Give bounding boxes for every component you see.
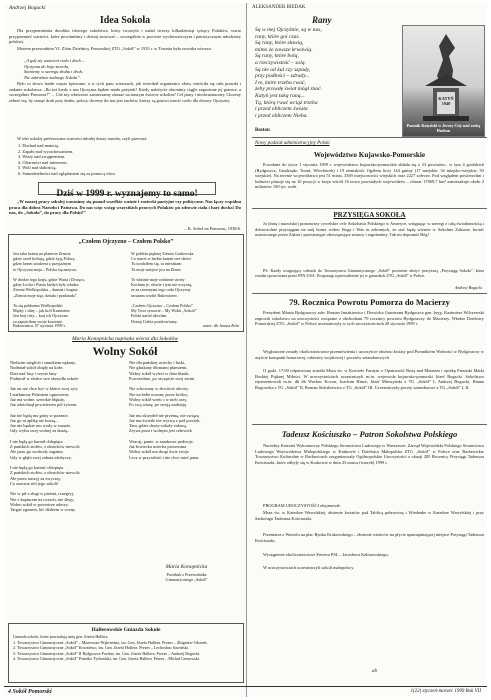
poem-text: Są w mej Ojczyźnie, są w nas, rany, które goi czas. Są rany, które sławią, mimo że zawsze krwawią. Są rany, które bolą, a rzeczywistość – solą. Są nie od kul czy szpady, przy podłości – zdrady... I te, które trzeba rwać, żeby prawdę świat mógł znać. Katyń jest taką raną... Tą, którą rwać wciąż trzeba i przed obliczem świata i przed obliczem Nieba. — [255, 27, 322, 119]
photo-caption: Pomnik Katyński w Jersey City nad rzeką Hudson — [406, 122, 481, 133]
monument-photo — [402, 25, 485, 137]
list-item: 5. Woli nad słabością, — [18, 165, 57, 170]
footer-left: 4 Sokół Pomorski — [8, 689, 52, 695]
article-title: 79. Rocznica Powrotu Pomorza do Macierzy — [289, 297, 450, 307]
left-column — [4, 3, 247, 697]
info-box-lead: Gniazda sokole, które powiadają imię gen. Józefa Hallera — [13, 634, 108, 639]
info-box-item: 3. Towarzystwo Gimnastyczne „Sokół” II Bydgoszcz-Fordon, im. Gen. Józefa Hallera. Prezes – Andrzej Bogucki. — [13, 650, 201, 656]
poem-byline: Maria Konopnicka napisała wiersz dla Sokołów — [72, 336, 178, 342]
article-title: Idea Sokoła — [99, 15, 151, 26]
byline: ALEKSANDER BIEDAK — [252, 5, 306, 10]
byline: Andrzej Bogucki — [9, 5, 46, 11]
article-note: PS. Każdy wstępujący członek do Towarzystwa Gimnastycznego „Sokół” powinien złożyć powyższą „Przysięgę Sokoła”, która została opracowana przez PFA-USA. Proponuję wprowadzenie jej w gniazdach ZTG „Sokół” w Polsce. — [255, 268, 484, 279]
info-box — [8, 623, 244, 683]
article-body: Powołane do życia 1 stycznia 1999 r. województwo kujawsko-pomorskie składa się z 23 powiatów– w tym 4 grodzkich (Bydgoszcz, Grudziądz, Toruń, Włocławek) i 19 ziemskich. Ogółem liczy 144 gminy (17 miejskie, 34 miejsko-wiejskie, 93 wiejskie). Na terenie województwa jest 51 miast, 3569 miejscowości wiejskich oraz 2227 sołectw. Pod względem powierzchni i ludności plasuje się na 10 pozycji w kraju wśród 16 nowo powstałych województw – obszar 17969,7 km² zamieszkuje około 2 milionów 100 tys. osób. — [255, 162, 484, 189]
poem-date: Bukowinica, 07 stycznia 1999 r. — [13, 323, 66, 328]
info-box-title: Hallerowskie Gniazda Sokołe — [91, 627, 161, 633]
article-title: PRZYSIĘGA SOKOŁA — [333, 211, 406, 219]
info-box-item: 1. Towarzystwo Gimnastyczne „Sokół” – Mazowsze-Wąbrzeźno, im. Gen. Józefa Hallera. Prezes – Zbigniew Okonek. — [13, 640, 208, 646]
monument-inscription: KATYŃ 1940 — [438, 96, 454, 106]
article-paragraph: PROGRAM UROCZYSTOŚCI obejmował: — [263, 503, 341, 508]
article-paragraph: W uroczystościach uczestniczyli sokoli małopolscy. — [263, 565, 355, 570]
list-item: 3. Wiary nad zwątpieniem. — [18, 154, 66, 159]
poem-column: Jest taka kraina na planecie Ziemia gdzie orzeł królują, gdzie żyją Polacy, gdzie lasem urodzeni o przyjaźnym to Ojczyzna moja – Polska się nazywa. W drodze tego kraju, gdzie Warta i Drwęca, gdzie Lecha i Piasta kiedyś były władza Ziemia Wielkopolska – dumna i bogata „Ziemia moje sięa, dziada i pradziada”. Tu się pokłonim Wielkopolski Mądry i silny – jak król Kazimierz Jest kiej róży – kraj ich Ojczyzna za zapuścilem swoje korzenie. — [13, 251, 85, 324]
article-paragraph: Przemarsz z Wawelu na plac Rynku Krakowskiego – złożenie wieńców na płycie upamiętniającej miejsce Przysięgi Tadeusza Kościuszki, — [255, 532, 484, 543]
article-body: Ja (imię i nazwisko) poznawszy cywelskie cele Sokolstwa Polskiego w Ameryce, wstępując w szeregi z całą świadomością i dobrowolnie przysięgam na mój honor wobec Boga i Was tu zebranych, że stać będę wiernie w Sokolnie Zakonie, bronić ustawionego przez Zakon i przestrzegać obowiązujące ustawy i regulaminy. Tak mi dopomóż Bóg! — [255, 221, 484, 237]
info-box-item: 4. Towarzystwo Gimnastyczne „Sokół” Pomóko Tyrhaniski, im. Gen. Józefa Hallera. Prezes – Michał Grenowski. — [13, 655, 200, 661]
divider — [252, 137, 487, 138]
poem-signature-role: Przedruk z Przewodnika Gimnastycznego „Sokół” — [165, 572, 208, 583]
poem-signature: Maria Konopnicka — [165, 564, 208, 570]
list-item: 4. Ofiarności nad interesem. — [18, 159, 68, 165]
poem-column: W pobliżu pięknej Ziemia Grabowska Co nawet w herbie kamni swe dzieci Tu urodziłem się, tu mieszkam Tu moje miejsce jest na Ziemi. To właśnie moje rodzinne strony Kocham je, słowie i tym nie oczyszę, że za rzezanymi tego rodu Ojczyzny uważam wiośle Bukowiniec. „Czołem Ojczyzno – Czołem Polsko” My Twoi synowie – My Wolni „Sokoli” Polski naród ukochan Dziaaj Ciebie pozdrowiamy. — [131, 251, 197, 324]
list-item: 6. Samodzielności nad oglądaniem się za pomocą obca. — [18, 170, 116, 176]
article-paragraph: W idei sokolej preferowano wartości młodej duszy narodu, czyli przeważ: — [17, 136, 148, 141]
footer-right: 1(22) styczeń-marzec 1999 Rok VII — [410, 689, 481, 694]
article-paragraph: Msza św. w Katedrze Wawelskiej, złożenie kwiatów pod Tablicą pobrowiną i Wiedenke w Katedrze Wawelskiej i przy Sarkofagu Tadeusza Kościuszki, — [255, 510, 484, 521]
info-box-item: 2. Towarzystwo Gimnastyczne „Sokół” Kowalewo, im. Gen. Józefa Hallera. Prezes – Lechosław Sawiński. — [13, 645, 189, 651]
divider — [252, 208, 487, 209]
article-title: Województwo Kujawsko-Pomorskie — [313, 151, 426, 159]
poem-place: Boston — [255, 128, 270, 133]
article-paragraph: Mottem przewodnim VI. Zlotu Dzielnicy Pomorskiej ZTG „Sokół” w 1933 r. w Toruniu była zwrotka wiersza: — [17, 46, 212, 51]
poem-author: autor: dh Janusz Rola — [202, 323, 239, 328]
quote-text: „W naszej pracy sokolej wznosimy się ponad wszelkie waśnie i rozterki partyjne czy polityczne. Nas łączy wspólna praca dla dobra Narodu i Państwa. Do nas więc wstęp wszystkich prawych Polaków po zdrowie ciała i hart ducha! Do nas, do „Sokoła”, do pracy dla Polski!” — [9, 199, 241, 215]
article-poem: „A gdy się wzmocni ciało i duch – Ojczyzna do boju zawoła, Staniemy w szeregu druhu i druh, Nie zabraknie żadnego Sokoła”. — [24, 58, 85, 80]
article-paragraph: Prezydent Miasta Bydgoszczy adw. Roman Jasiakiewicz i Dowódca Garnizonu Bydgoszcz gen. bryg. Kazimierz Wilczewski zaprosili sokolstwo na uroczystości związane z obchodami 79 rocznicy powrotu Bydgoszczy do Macierzy. Władze Dzielnicy Pomorskiej ZTG „Sokół” w Polsce uczestniczyły w tych uroczystościach 20 stycznia 1999 r. — [255, 310, 484, 326]
poem-title: Wolny Sokół — [92, 344, 158, 358]
list-item: 2. Zapału nad wyrachowaniem. — [18, 148, 74, 154]
article-intro: Dla przypomnienia dorobku idowego sokolstwa, który tworzyło i nadal tworzy kilkadziesiąt tysięcy Polaków, warto przypomnieć wartości, które powinniśmy i dzisiaj stosować – szczególnie w procesie wychowawczym i patriotycznym młodzieży polskiej. — [9, 28, 241, 44]
poem-box — [8, 234, 244, 332]
article-paragraph: Było to słowo harde często śpiewane, a w tych paru wierszach, jak twierdził organizator złotu, mieściła się cała prawda i zadanie sokolstwa. „Bo też kiedy z nas Ojczyzna będzie miała pożytek? Kiedy należycie obronimy ciągle zagrożone jej granice, a szczególnie Pomorza?” ... Cóż my właściwie zamierzamy okazać na naszym świecie sokolim? Cel jasny i niedwuznaczny. Chcemy zebrać się, by stanąć druh przy druhu, polscy chcemy ilu nas jest zuchów, którzy są gotowi stawić czoło dla obrony Ojczyzny. — [9, 81, 241, 103]
poem-title: Rany — [312, 15, 332, 25]
article-paragraph: Naczelny Komitet Wykonawczy Polskiego Stronnictwa Ludowego w Warszawie, Zarząd Wojewódzki Polskiego Stronnictwa Ludowego Województwa Małopolskiego w Krakowie i Dzielnica Małopolska ZTG „Sokół” w Polsce oraz Racławickie Towarzystwo Kulturalne w Racławicach zorganizowały Ogólnopolskie Uroczystości z okazji 205 Rocznicy Przysięgi Tadeusza Kościuszki, które odbyły się w Krakowie w dniu 23 marca (wtorek) 1999 r. — [255, 443, 484, 465]
poem-column: Nieboim nieglich i smutkiem nękany, Nodmiał sokół obięły na kołe; Dziś nad lasy i czyste lany Podnosił w słońce swe skrzydła sokole Już on nie chce być w klatce swej syty I stathmony Pelantem ognowiem; Już ma wolne, szerokie błękity, Już odetchnął powietrzem pól żywem. Już nie będą mu graty w pozanie, Już go ni aplikę nie kuszą... Już nie będzie mu wody w zarazie, Gdy wylsa swej wolnej za duszę... I nie będą go karmił chłopięta Z pańskich stołów, z okruchów niewoli; Ale pszu go swobody zaganta, Gdy w głębi swej zabaia zdobyczy. I nie będą go karmić chłopięta Z pańskich stołów, z okruchów niewoli; Ale przez naszyj za zwyczaj, Co uzacnia ród jego sokoli! Nie w pił z sługi w pieśmi, rzuzgryj, Nie z kapturem na oczach, nie śleęy, Wolno sokół w powietrze uderzy, Targać zgonem, bić dźdżem w oceny. — [10, 360, 81, 512]
page-footer — [4, 686, 487, 697]
values-list — [18, 143, 116, 176]
headline: Dziś w 1999 r. wyznajemy to samo! — [56, 189, 198, 199]
article-paragraph: Wygłoszone zostały okolicznościowe przemówienia i uroczyście złożono kwiaty pod Pomnikiem Wolności w Bydgoszczy w asyście kompanii honorowej, orkiestry wojskowej i pocztów sztandarowych. — [255, 349, 484, 360]
right-column — [252, 3, 487, 697]
article-title: Tadeusz Kościuszko – Patron Sokolstwa Polskiego — [281, 429, 458, 439]
divider — [252, 293, 487, 294]
signature-mark: ab — [372, 669, 377, 674]
headline-box — [38, 182, 216, 199]
divider — [252, 424, 487, 425]
article-paragraph: O godz. 17:00 odprawiona została Msza św. w Kościele Farnym o Opatrzność Bożą nad Miastem i opiekę Patronki Matki Boskiej Pięknej Miłości. W uroczystościach uczestniczyli m.in. wojewoda kujawsko-pomorski Józef Rogacki. Sokolstwo reprezentowali m.in. dh dh Wacław Kocon, Joachim Hinze, Józef Mieszyński z TG „Sokół” I, Andrzej Bogucki, Hanna Rogowska z TG „Sokół” II, Roman Sidorkiewicz z TG „Sokół” III. Uczestniczyły poczty sztandarowe z TG „Sokół” I, II. — [255, 368, 484, 390]
poem-column: Nie dla pańskiej uciechy i łaski, Nie głaskany dłoniami płamiemi, Wolny sokół wyleci w dnia blaski, Powszednio, po szczęście swej ziemi Nie schowany w złociście obroży, Nie na bełie nozony przez króloy, Wolny sokół wieśc i w nieb orzy, Po swą wiarę, po swoją nadzieję Już mu skrzydeł nie przetną, nie związą Już mu świetle nie wyrwą z pod powiek: Tam, gdzie druży-sokoły zakazą, Zrywa poza i wolnym jest człowiek Wracaj, panie, w zamkowe podwoje, Już łowiecka uciecha przezwana Wolny sokół ma drogi dwie swoje Lecz w przyszłość i nie chce mieć pana. — [129, 360, 201, 460]
poem-title: „Czołem Ojczyzno – Czołem Polsko” — [78, 239, 174, 245]
article-paragraph: Wystąpienie okolicznościowe Prezesa PSL – Jarosława Kalinowskiego, — [263, 552, 389, 557]
monument-icon — [403, 26, 486, 138]
article-kicker: Nowy podział administracyjny Polski — [255, 141, 330, 146]
article-author: Andrzej Bogucki — [454, 285, 482, 290]
quote-source: – K. Sobol na Pomorzu, 1938/6. — [184, 226, 241, 231]
newspaper-page — [4, 3, 487, 697]
list-item: 1. Duchad nad materią, — [18, 143, 59, 148]
